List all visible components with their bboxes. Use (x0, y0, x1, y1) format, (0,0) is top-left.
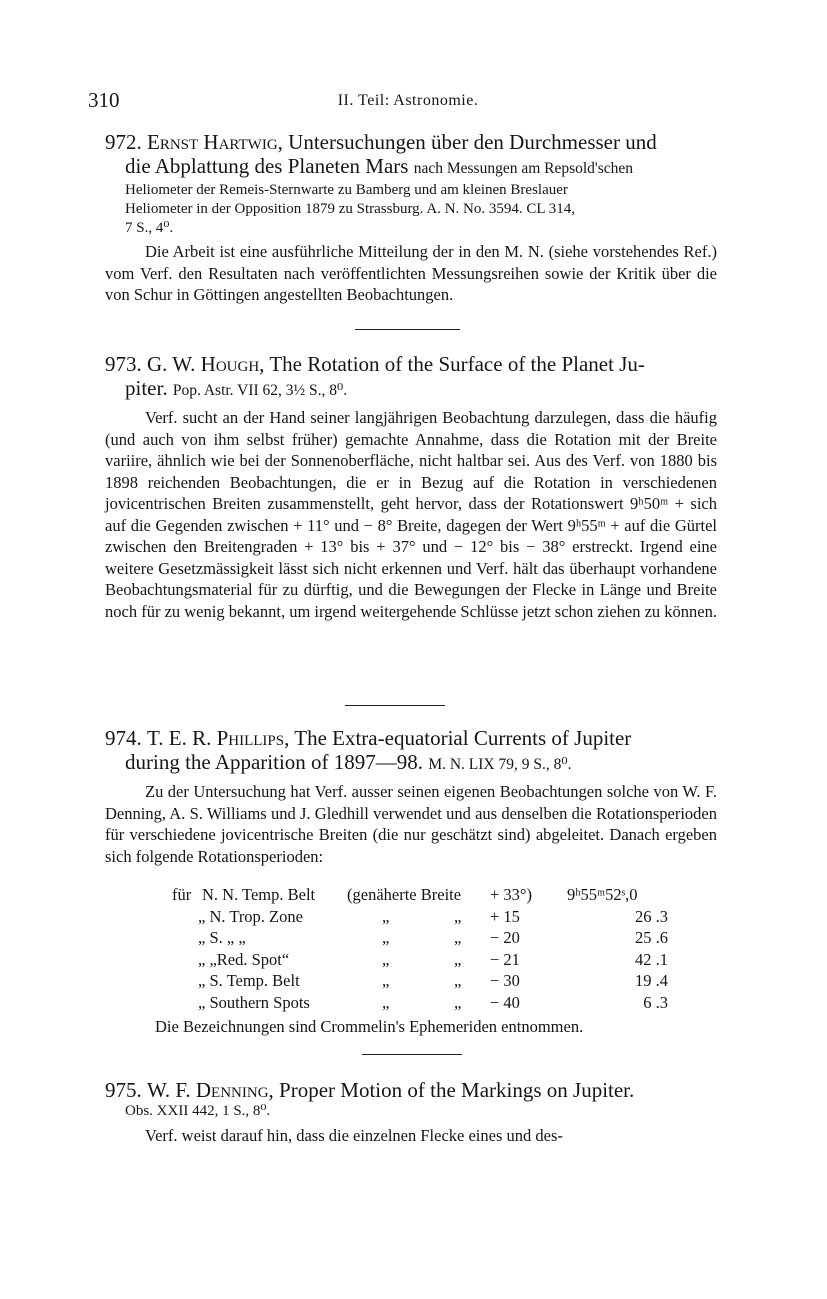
entry-closing: Die Bezeichnungen sind Crommelin's Ephemeriden entnommen. (155, 1017, 584, 1036)
entry-body: Verf. weist darauf hin, dass die einzelnen Flecke eines und des- (145, 1126, 563, 1145)
table-row-ditto: „ (382, 971, 390, 990)
entry-number: 973. (105, 352, 142, 376)
table-row-name: N. N. Temp. Belt (202, 885, 316, 904)
entry-972-title (105, 130, 717, 154)
entry-title-text-2: die Abplattung des Planeten Mars (125, 154, 409, 178)
table-row-latitude: + 33°) (490, 885, 533, 904)
entry-973-title-cont (105, 376, 717, 403)
entry-title-text: The Rotation of the Surface of the Planet Ju- (269, 352, 645, 376)
table-row-period: 9ʰ55ᵐ52ˢ,0 (567, 885, 638, 904)
table-row-name: „ S. „ „ (198, 928, 246, 947)
table-row-ditto: „ (454, 906, 462, 926)
entry-body: Die Arbeit ist eine ausführliche Mitteilung der in den M. N. (siehe vorstehendes Ref.) vom Verf. den Resultaten nach veröffentlichten Messungsreihen sowie der Kritik über die von Schur in Göttingen angestellten Beobachtungen. (105, 242, 717, 304)
entry-title-text-2: piter. (125, 376, 168, 400)
entry-reference: Obs. XXII 442, 1 S., 8⁰. (125, 1103, 271, 1119)
table-row-ditto: „ (454, 992, 462, 1012)
entry-body: Zu der Untersuchung hat Verf. ausser seinen eigenen Beobachtungen solche von W. F. Denning, A. S. Williams und J. Gledhill verwendet und aus denselben die Rotationsperioden für verschiedene jovicentrische Breiten (die nur geschätzt sind) abgeleitet. Danach ergeben sich folgende Rotationsperioden: (105, 782, 717, 866)
table-row-name: „ N. Trop. Zone (198, 906, 303, 926)
page-header (88, 88, 728, 118)
table-row-period: 25 .6 (635, 928, 668, 947)
table-row-period: 6 .3 (643, 992, 668, 1012)
entry-meta-3: 7 S., 4⁰. (125, 220, 174, 236)
table-row-name: „ Southern Spots (198, 992, 310, 1012)
entry-title-small: nach Messungen am Repsold'schen (413, 160, 634, 177)
entry-author: G. W. Hough, (147, 352, 265, 376)
entry-meta-1: Heliometer der Remeis-Sternwarte zu Bamberg und am kleinen Breslauer (125, 182, 568, 198)
table-row-latitude: − 21 (490, 949, 520, 969)
entry-title-text: Proper Motion of the Markings on Jupiter. (279, 1078, 635, 1102)
entry-973 (105, 352, 717, 622)
table-row-ditto: „ (382, 949, 390, 969)
entry-974-title-cont (105, 750, 717, 777)
table-row-ditto: „ (382, 992, 390, 1012)
table-row-latitude: − 20 (490, 928, 520, 947)
entry-reference: Pop. Astr. VII 62, 3½ S., 8⁰. (172, 382, 348, 399)
entry-973-title (105, 352, 717, 376)
entry-975 (105, 1078, 717, 1147)
table-row-period: 19 .4 (635, 971, 668, 990)
entry-972 (105, 130, 717, 306)
table-row-ditto: „ (382, 906, 390, 926)
entry-meta-2: Heliometer in der Opposition 1879 zu Strassburg. A. N. No. 3594. CL 314, (125, 201, 575, 217)
table-row-period: 26 .3 (635, 906, 668, 926)
table-lat-label: (genäherte Breite (347, 885, 462, 904)
section-divider (355, 329, 460, 330)
entry-number: 975. (105, 1078, 142, 1102)
page-number: 310 (88, 88, 120, 112)
entry-title-text: The Extra-equatorial Currents of Jupiter (294, 726, 632, 750)
entry-974-title (105, 726, 717, 750)
entry-author: Ernst Hartwig, (147, 130, 283, 154)
table-row-ditto: „ (454, 949, 462, 969)
entry-975-title (105, 1078, 717, 1102)
table-row-prefix: für (172, 885, 192, 904)
entry-reference: M. N. LIX 79, 9 S., 8⁰. (428, 756, 572, 773)
table-row-latitude: − 40 (490, 992, 520, 1012)
table-row-name: „ „Red. Spot“ (198, 949, 290, 969)
table-row-period: 42 .1 (635, 949, 668, 969)
section-divider (362, 1054, 462, 1055)
table-row-latitude: − 30 (490, 971, 520, 990)
entry-title-text: Untersuchungen über den Durchmesser und (288, 130, 657, 154)
table-row-latitude: + 15 (490, 906, 520, 926)
table-row-name: „ S. Temp. Belt (198, 971, 300, 990)
table-row-ditto: „ (382, 928, 390, 947)
entry-number: 974. (105, 726, 142, 750)
table-row-ditto: „ (454, 928, 462, 947)
entry-body: Verf. sucht an der Hand seiner langjährigen Beobachtung darzulegen, dass die häufig (und auch von ihm selbst früher) gemachte Annahme, dass die Rotation mit der Breite variire, ähnlich wie bei der Sonnenoberfläche, nicht haltbar sei. Aus des Verf. von 1880 bis 1898 reichenden Beobachtungen, die er in Bezug auf die Rotation in verschiedenen jovicentrischen Breiten zusammenstellt, geht hervor, dass der Rotationswert 9ʰ50ᵐ + sich auf die Gegenden zwischen + 11° und − 8° Breite, dagegen der Wert 9ʰ55ᵐ + auf die Gürtel zwischen den Breitengraden + 13° bis + 37° und − 12° bis − 38° erstreckt. Irgend eine weitere Gesetzmässigkeit lässt sich nicht erkennen und Verf. hält das überhaupt vorhandene Beobachtungsmaterial für zu dürftig, und die Bewegungen der Flecke in Länge und Breite noch für zu wenig bekannt, um irgend weitergehende Schlüsse jetzt schon ziehen zu können. (105, 408, 717, 621)
entry-title-text-2: during the Apparition of 1897—98. (125, 750, 424, 774)
entry-number: 972. (105, 130, 142, 154)
entry-author: T. E. R. Phillips, (147, 726, 290, 750)
table-row-ditto: „ (454, 971, 462, 990)
entry-author: W. F. Denning, (147, 1078, 274, 1102)
entry-974 (105, 726, 717, 867)
section-divider (345, 705, 445, 706)
running-title: II. Teil: Astronomie. (337, 92, 479, 109)
entry-972-title-cont (105, 154, 717, 181)
